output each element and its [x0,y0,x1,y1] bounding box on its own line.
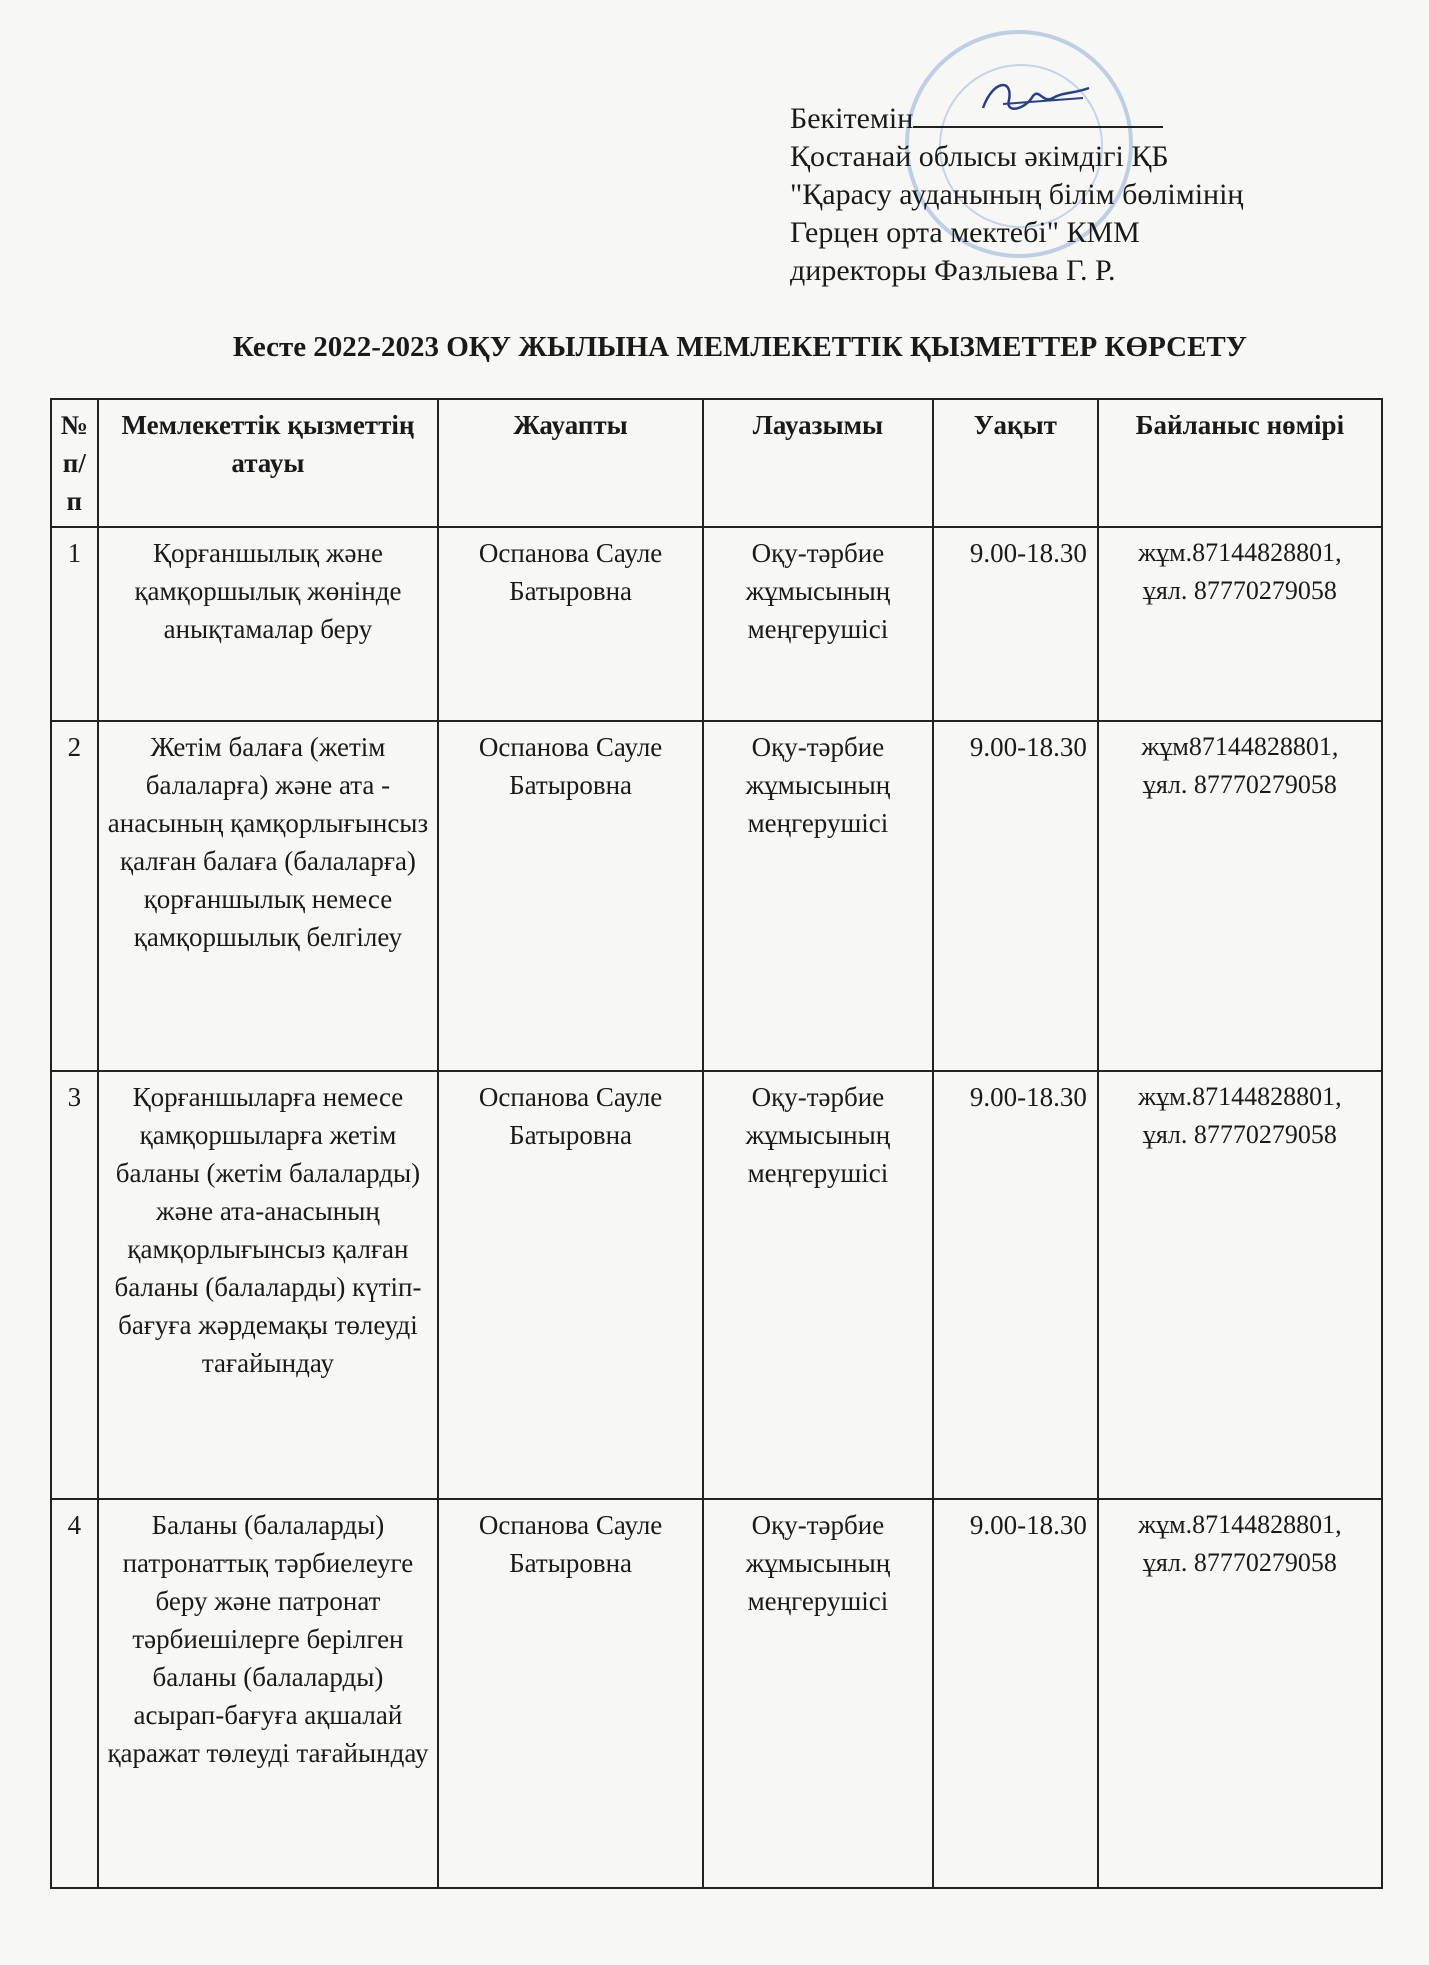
table-row [51,527,1382,721]
row-contact [1098,527,1382,721]
row-position: Оқу-тәрбие жұмысының меңгерушісі [703,1499,933,1888]
row-num: 3 [51,1071,98,1499]
row-time: 9.00-18.30 [933,721,1098,1071]
row-num: 2 [51,721,98,1071]
row-responsible: Оспанова Сауле Батыровна [438,527,703,721]
header-service: Мемлекеттік қызметтің атауы [98,399,439,527]
header-contact: Байланыс нөмірі [1098,399,1382,527]
contact-mobile: ұял. 87770279058 [1142,576,1337,605]
contact-work: жұм.87144828801, [1138,1510,1342,1539]
header-position: Лауазымы [703,399,933,527]
contact-mobile: ұял. 87770279058 [1142,1120,1337,1149]
row-responsible: Оспанова Сауле Батыровна [438,1499,703,1888]
table-row [51,1499,1382,1888]
approve-label: Бекітемін [790,102,914,135]
row-service: Баланы (балаларды) патронаттық тәрбиелеуге беру және патронат тәрбиешілерге берілген баланы (балаларды) асырап-бағуға ақшалай қаражат төлеуді тағайындау [98,1499,439,1888]
contact-work: жұм87144828801, [1141,732,1339,761]
row-service: Жетім балаға (жетім балаларға) және ата - анасының қамқорлығынсыз қалған балаға (балаларға) қорғаншылық немесе қамқоршылық белгілеу [98,721,439,1071]
row-contact [1098,721,1382,1071]
row-time: 9.00-18.30 [933,1071,1098,1499]
table-row [51,1071,1382,1499]
row-time: 9.00-18.30 [933,1499,1098,1888]
row-num: 4 [51,1499,98,1888]
table-row [51,721,1382,1071]
row-contact [1098,1071,1382,1499]
org-line-3: Герцен орта мектебі" КММ [790,216,1140,249]
signature-icon [973,74,1093,122]
page-title: Кесте 2022-2023 ОҚУ ЖЫЛЫНА МЕМЛЕКЕТТІК ҚЫЗМЕТТЕР КӨРСЕТУ [232,331,1248,363]
row-contact [1098,1499,1382,1888]
row-responsible: Оспанова Сауле Батыровна [438,721,703,1071]
org-line-1: Қостанай облысы әкімдігі ҚБ [790,140,1169,173]
header-responsible: Жауапты [438,399,703,527]
row-service: Қорғаншылық және қамқоршылық жөнінде анықтамалар беру [98,527,439,721]
row-responsible: Оспанова Сауле Батыровна [438,1071,703,1499]
row-time: 9.00-18.30 [933,527,1098,721]
row-num: 1 [51,527,98,721]
header-num: № п/п [51,399,98,527]
services-table [50,398,1383,1889]
row-position: Оқу-тәрбие жұмысының меңгерушісі [703,721,933,1071]
approve-line [790,100,1350,138]
row-position: Оқу-тәрбие жұмысының меңгерушісі [703,527,933,721]
contact-mobile: ұял. 87770279058 [1142,770,1337,799]
contact-work: жұм.87144828801, [1138,538,1342,567]
row-service: Қорғаншыларға немесе қамқоршыларға жетім баланы (жетім балаларды) және ата-анасының қамқорлығынсыз қалған баланы (балаларды) күтіп-бағуға жәрдемақы төлеуді тағайындау [98,1071,439,1499]
header-time: Уақыт [933,399,1098,527]
org-line-2: "Қарасу ауданының білім бөлімінің [790,178,1244,211]
table-header-row [51,399,1382,527]
signature-line [913,102,1163,128]
contact-work: жұм.87144828801, [1138,1082,1342,1111]
approval-block [790,100,1350,290]
row-position: Оқу-тәрбие жұмысының меңгерушісі [703,1071,933,1499]
director-line: директоры Фазлыева Г. Р. [790,254,1116,287]
contact-mobile: ұял. 87770279058 [1142,1548,1337,1577]
